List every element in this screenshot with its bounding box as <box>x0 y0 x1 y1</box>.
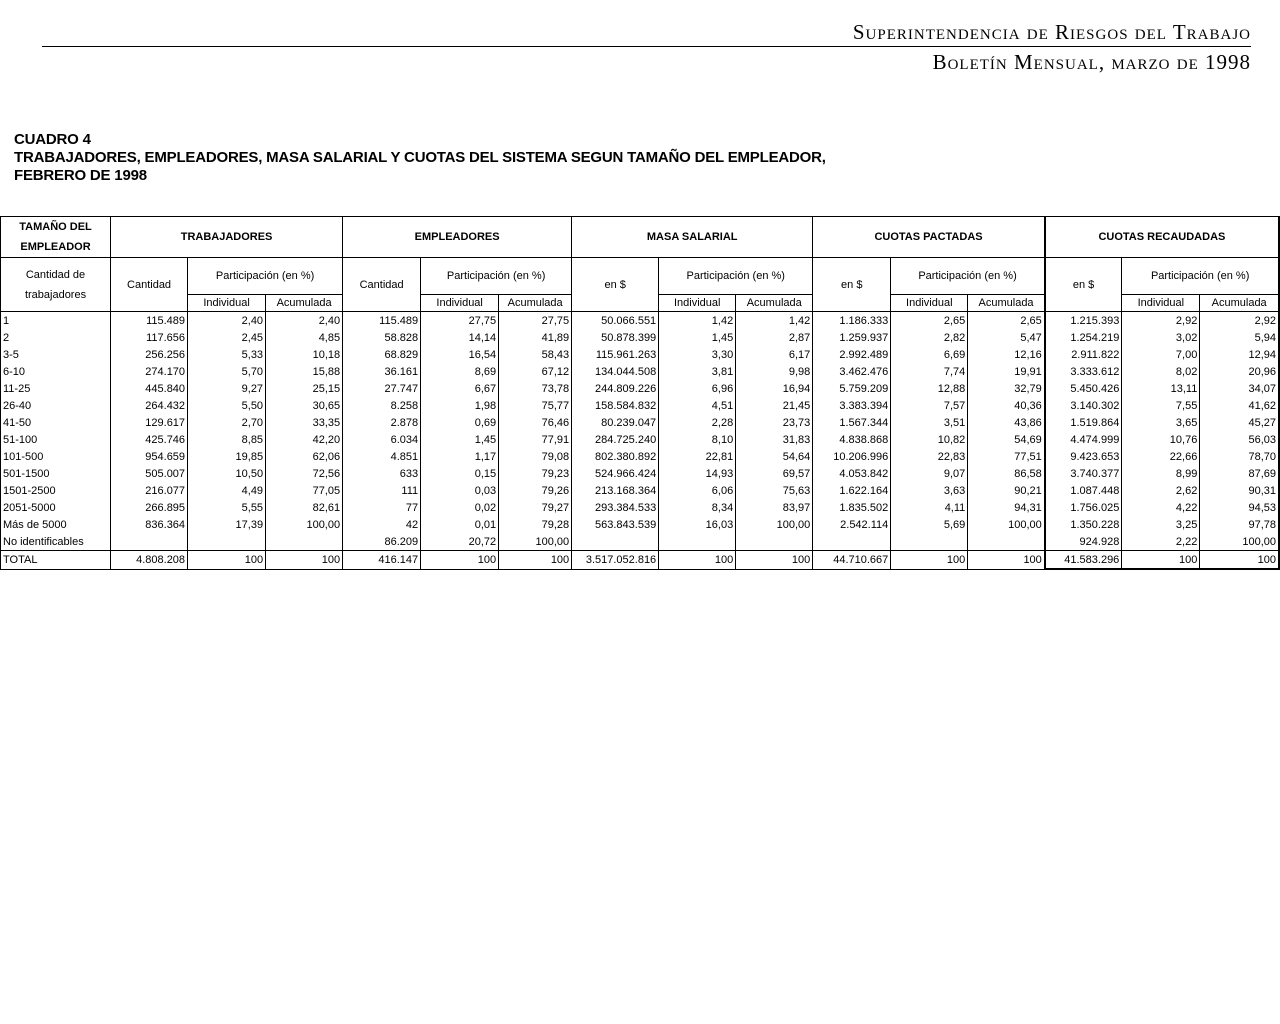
header-emp-acumulada: Acumulada <box>499 295 572 312</box>
header-rec-individual: Individual <box>1122 295 1200 312</box>
rec-pesos-cell: 1.519.864 <box>1045 414 1122 431</box>
trab-cantidad-cell <box>111 533 188 551</box>
emp-cantidad-cell: 77 <box>343 499 421 516</box>
table-row <box>1 516 1280 533</box>
total-row <box>1 551 1280 570</box>
masa-acumulada-cell: 31,83 <box>736 431 813 448</box>
masa-pesos-cell <box>572 533 659 551</box>
emp-acumulada-cell: 79,26 <box>499 482 572 499</box>
header-masa-salarial: MASA SALARIAL <box>572 217 813 258</box>
size-cell: 501-1500 <box>1 465 111 482</box>
emp-acumulada-cell: 27,75 <box>499 312 572 330</box>
table-row <box>1 448 1280 465</box>
rec-pesos-cell: 3.140.302 <box>1045 397 1122 414</box>
pact-pesos-cell: 1.835.502 <box>813 499 891 516</box>
emp-acumulada-cell: 100,00 <box>499 533 572 551</box>
rec-individual-cell: 4,22 <box>1122 499 1200 516</box>
pact-pesos-cell: 1.186.333 <box>813 312 891 330</box>
rec-individual-cell: 10,76 <box>1122 431 1200 448</box>
table-row <box>1 380 1280 397</box>
size-cell: 2051-5000 <box>1 499 111 516</box>
emp-acumulada-cell: 75,77 <box>499 397 572 414</box>
pact-individual-cell: 7,57 <box>891 397 968 414</box>
trab-acumulada-cell: 30,65 <box>266 397 343 414</box>
emp-individual-cell: 1,98 <box>421 397 499 414</box>
rec-acumulada-cell: 56,03 <box>1200 431 1279 448</box>
trab-cantidad-cell: 274.170 <box>111 363 188 380</box>
rec-pesos-cell: 1.756.025 <box>1045 499 1122 516</box>
rec-acumulada-cell: 90,31 <box>1200 482 1279 499</box>
trab-individual-cell: 10,50 <box>188 465 266 482</box>
title-line-1: CUADRO 4 <box>14 131 91 148</box>
header-pact-individual: Individual <box>891 295 968 312</box>
emp-cantidad-cell: 6.034 <box>343 431 421 448</box>
pact-pesos-cell: 1.567.344 <box>813 414 891 431</box>
header-rec-en-pesos: en $ <box>1045 258 1122 312</box>
masa-individual-cell: 22,81 <box>659 448 736 465</box>
pact-individual-cell: 2,82 <box>891 329 968 346</box>
header-masa-individual: Individual <box>659 295 736 312</box>
trab-cantidad-cell: 115.489 <box>111 312 188 330</box>
rec-acumulada-cell: 97,78 <box>1200 516 1279 533</box>
emp-cantidad-cell: 68.829 <box>343 346 421 363</box>
pact-pesos-cell: 4.053.842 <box>813 465 891 482</box>
header-empleadores: EMPLEADORES <box>343 217 572 258</box>
header-rec-acumulada: Acumulada <box>1200 295 1279 312</box>
trab-acumulada-cell: 33,35 <box>266 414 343 431</box>
rec-pesos-cell: 9.423.653 <box>1045 448 1122 465</box>
emp-acumulada-cell: 73,78 <box>499 380 572 397</box>
emp-individual-cell: 0,03 <box>421 482 499 499</box>
masa-pesos-cell: 50.066.551 <box>572 312 659 330</box>
rec-pesos-cell: 41.583.296 <box>1045 551 1122 570</box>
emp-acumulada-cell: 79,28 <box>499 516 572 533</box>
masa-pesos-cell: 115.961.263 <box>572 346 659 363</box>
table-row <box>1 414 1280 431</box>
pact-acumulada-cell: 86,58 <box>968 465 1045 482</box>
pact-acumulada-cell <box>968 533 1045 551</box>
trab-cantidad-cell: 954.659 <box>111 448 188 465</box>
masa-acumulada-cell: 2,87 <box>736 329 813 346</box>
masa-pesos-cell: 3.517.052.816 <box>572 551 659 570</box>
table-row <box>1 397 1280 414</box>
pact-acumulada-cell: 100 <box>968 551 1045 570</box>
size-cell: 2 <box>1 329 111 346</box>
header-cantidad-trabajadores: Cantidad de trabajadores <box>1 258 111 312</box>
masa-pesos-cell: 293.384.533 <box>572 499 659 516</box>
pact-individual-cell: 2,65 <box>891 312 968 330</box>
pact-acumulada-cell: 43,86 <box>968 414 1045 431</box>
header-masa-acumulada: Acumulada <box>736 295 813 312</box>
emp-cantidad-cell: 2.878 <box>343 414 421 431</box>
rec-acumulada-cell: 34,07 <box>1200 380 1279 397</box>
pact-individual-cell: 3,51 <box>891 414 968 431</box>
rec-acumulada-cell: 41,62 <box>1200 397 1279 414</box>
masa-pesos-cell: 50.878.399 <box>572 329 659 346</box>
header-divider <box>42 46 1251 47</box>
trab-acumulada-cell: 10,18 <box>266 346 343 363</box>
rec-individual-cell: 3,02 <box>1122 329 1200 346</box>
trab-acumulada-cell: 4,85 <box>266 329 343 346</box>
table-row <box>1 312 1280 330</box>
trab-individual-cell: 9,27 <box>188 380 266 397</box>
masa-individual-cell: 6,96 <box>659 380 736 397</box>
trab-cantidad-cell: 445.840 <box>111 380 188 397</box>
masa-individual-cell: 3,30 <box>659 346 736 363</box>
trab-individual-cell <box>188 533 266 551</box>
trab-individual-cell: 2,40 <box>188 312 266 330</box>
emp-acumulada-cell: 67,12 <box>499 363 572 380</box>
emp-cantidad-cell: 111 <box>343 482 421 499</box>
size-cell: 51-100 <box>1 431 111 448</box>
pact-acumulada-cell: 100,00 <box>968 516 1045 533</box>
masa-pesos-cell: 158.584.832 <box>572 397 659 414</box>
rec-pesos-cell: 1.350.228 <box>1045 516 1122 533</box>
rec-pesos-cell: 3.333.612 <box>1045 363 1122 380</box>
table-row <box>1 363 1280 380</box>
trab-cantidad-cell: 505.007 <box>111 465 188 482</box>
masa-individual-cell: 8,34 <box>659 499 736 516</box>
pact-individual-cell: 9,07 <box>891 465 968 482</box>
emp-acumulada-cell: 79,08 <box>499 448 572 465</box>
masa-acumulada-cell: 9,98 <box>736 363 813 380</box>
trab-cantidad-cell: 836.364 <box>111 516 188 533</box>
rec-pesos-cell: 5.450.426 <box>1045 380 1122 397</box>
pact-pesos-cell: 4.838.868 <box>813 431 891 448</box>
group-header-row <box>1 217 1280 258</box>
pact-pesos-cell: 3.383.394 <box>813 397 891 414</box>
emp-individual-cell: 1,45 <box>421 431 499 448</box>
emp-cantidad-cell: 42 <box>343 516 421 533</box>
trab-individual-cell: 8,85 <box>188 431 266 448</box>
emp-individual-cell: 0,02 <box>421 499 499 516</box>
size-cell: 101-500 <box>1 448 111 465</box>
masa-individual-cell: 100 <box>659 551 736 570</box>
table-row <box>1 329 1280 346</box>
header-tamano: TAMAÑO DEL EMPLEADOR <box>1 217 111 258</box>
pact-pesos-cell: 3.462.476 <box>813 363 891 380</box>
pact-acumulada-cell: 77,51 <box>968 448 1045 465</box>
pact-individual-cell: 5,69 <box>891 516 968 533</box>
emp-cantidad-cell: 115.489 <box>343 312 421 330</box>
rec-individual-cell: 2,62 <box>1122 482 1200 499</box>
pact-pesos-cell: 2.542.114 <box>813 516 891 533</box>
rec-individual-cell: 22,66 <box>1122 448 1200 465</box>
pact-pesos-cell: 5.759.209 <box>813 380 891 397</box>
masa-pesos-cell: 802.380.892 <box>572 448 659 465</box>
rec-pesos-cell: 1.215.393 <box>1045 312 1122 330</box>
emp-acumulada-cell: 76,46 <box>499 414 572 431</box>
sub-header-row <box>1 258 1280 295</box>
table-row <box>1 482 1280 499</box>
trab-acumulada-cell: 100,00 <box>266 516 343 533</box>
table-title <box>14 131 826 185</box>
rec-acumulada-cell: 94,53 <box>1200 499 1279 516</box>
trab-acumulada-cell: 62,06 <box>266 448 343 465</box>
masa-individual-cell: 3,81 <box>659 363 736 380</box>
emp-cantidad-cell: 8.258 <box>343 397 421 414</box>
header-emp-individual: Individual <box>421 295 499 312</box>
table-row <box>1 465 1280 482</box>
rec-pesos-cell: 924.928 <box>1045 533 1122 551</box>
emp-cantidad-cell: 36.161 <box>343 363 421 380</box>
rec-individual-cell: 8,02 <box>1122 363 1200 380</box>
trab-individual-cell: 2,70 <box>188 414 266 431</box>
pact-acumulada-cell: 40,36 <box>968 397 1045 414</box>
emp-cantidad-cell: 633 <box>343 465 421 482</box>
header-trab-cantidad: Cantidad <box>111 258 188 312</box>
masa-individual-cell: 1,42 <box>659 312 736 330</box>
emp-cantidad-cell: 4.851 <box>343 448 421 465</box>
emp-individual-cell: 0,15 <box>421 465 499 482</box>
emp-individual-cell: 8,69 <box>421 363 499 380</box>
masa-acumulada-cell: 21,45 <box>736 397 813 414</box>
emp-acumulada-cell: 79,27 <box>499 499 572 516</box>
table-row <box>1 431 1280 448</box>
rec-individual-cell: 7,00 <box>1122 346 1200 363</box>
pact-pesos-cell <box>813 533 891 551</box>
rec-individual-cell: 100 <box>1122 551 1200 570</box>
size-cell: 11-25 <box>1 380 111 397</box>
pact-acumulada-cell: 12,16 <box>968 346 1045 363</box>
emp-individual-cell: 1,17 <box>421 448 499 465</box>
emp-individual-cell: 100 <box>421 551 499 570</box>
header-trab-individual: Individual <box>188 295 266 312</box>
rec-pesos-cell: 4.474.999 <box>1045 431 1122 448</box>
header-emp-participacion: Participación (en %) <box>421 258 572 295</box>
title-line-2: TRABAJADORES, EMPLEADORES, MASA SALARIAL Y CUOTAS DEL SISTEMA SEGUN TAMAÑO DEL EMPLEADOR, <box>14 149 826 166</box>
masa-individual-cell: 8,10 <box>659 431 736 448</box>
table-row <box>1 533 1280 551</box>
header-masa-en-pesos: en $ <box>572 258 659 312</box>
rec-individual-cell: 2,92 <box>1122 312 1200 330</box>
trab-individual-cell: 5,55 <box>188 499 266 516</box>
rec-individual-cell: 8,99 <box>1122 465 1200 482</box>
trab-cantidad-cell: 256.256 <box>111 346 188 363</box>
size-cell: 26-40 <box>1 397 111 414</box>
size-cell: 3-5 <box>1 346 111 363</box>
pact-acumulada-cell: 32,79 <box>968 380 1045 397</box>
masa-pesos-cell: 563.843.539 <box>572 516 659 533</box>
masa-acumulada-cell: 16,94 <box>736 380 813 397</box>
masa-acumulada-cell: 1,42 <box>736 312 813 330</box>
masa-acumulada-cell: 83,97 <box>736 499 813 516</box>
masa-individual-cell: 14,93 <box>659 465 736 482</box>
emp-individual-cell: 27,75 <box>421 312 499 330</box>
rec-acumulada-cell: 45,27 <box>1200 414 1279 431</box>
emp-acumulada-cell: 58,43 <box>499 346 572 363</box>
trab-individual-cell: 5,70 <box>188 363 266 380</box>
pact-pesos-cell: 1.259.937 <box>813 329 891 346</box>
trab-cantidad-cell: 129.617 <box>111 414 188 431</box>
masa-acumulada-cell: 100,00 <box>736 516 813 533</box>
emp-individual-cell: 20,72 <box>421 533 499 551</box>
masa-individual-cell: 4,51 <box>659 397 736 414</box>
pact-individual-cell: 6,69 <box>891 346 968 363</box>
masa-pesos-cell: 284.725.240 <box>572 431 659 448</box>
masa-pesos-cell: 134.044.508 <box>572 363 659 380</box>
trab-acumulada-cell: 2,40 <box>266 312 343 330</box>
rec-acumulada-cell: 78,70 <box>1200 448 1279 465</box>
header-pact-en-pesos: en $ <box>813 258 891 312</box>
emp-individual-cell: 6,67 <box>421 380 499 397</box>
emp-cantidad-cell: 86.209 <box>343 533 421 551</box>
trab-individual-cell: 100 <box>188 551 266 570</box>
rec-individual-cell: 2,22 <box>1122 533 1200 551</box>
trab-individual-cell: 19,85 <box>188 448 266 465</box>
emp-individual-cell: 0,69 <box>421 414 499 431</box>
rec-individual-cell: 3,25 <box>1122 516 1200 533</box>
trab-acumulada-cell: 72,56 <box>266 465 343 482</box>
size-cell: 1501-2500 <box>1 482 111 499</box>
title-line-3: FEBRERO DE 1998 <box>14 167 147 184</box>
trab-cantidad-cell: 117.656 <box>111 329 188 346</box>
pact-acumulada-cell: 2,65 <box>968 312 1045 330</box>
masa-acumulada-cell: 69,57 <box>736 465 813 482</box>
header-pact-acumulada: Acumulada <box>968 295 1045 312</box>
trab-cantidad-cell: 425.746 <box>111 431 188 448</box>
masa-acumulada-cell: 6,17 <box>736 346 813 363</box>
header-rec-participacion: Participación (en %) <box>1122 258 1279 295</box>
rec-individual-cell: 7,55 <box>1122 397 1200 414</box>
rec-acumulada-cell: 100 <box>1200 551 1279 570</box>
pact-acumulada-cell: 90,21 <box>968 482 1045 499</box>
pact-pesos-cell: 2.992.489 <box>813 346 891 363</box>
header-trab-participacion: Participación (en %) <box>188 258 343 295</box>
rec-pesos-cell: 1.254.219 <box>1045 329 1122 346</box>
header-cuotas-recaudadas: CUOTAS RECAUDADAS <box>1045 217 1279 258</box>
size-cell: 6-10 <box>1 363 111 380</box>
rec-acumulada-cell: 12,94 <box>1200 346 1279 363</box>
masa-pesos-cell: 213.168.364 <box>572 482 659 499</box>
trab-cantidad-cell: 216.077 <box>111 482 188 499</box>
pact-acumulada-cell: 5,47 <box>968 329 1045 346</box>
masa-individual-cell <box>659 533 736 551</box>
pact-individual-cell: 22,83 <box>891 448 968 465</box>
pact-individual-cell: 100 <box>891 551 968 570</box>
header-masa-participacion: Participación (en %) <box>659 258 813 295</box>
rec-individual-cell: 3,65 <box>1122 414 1200 431</box>
header-trab-acumulada: Acumulada <box>266 295 343 312</box>
trab-acumulada-cell <box>266 533 343 551</box>
emp-individual-cell: 0,01 <box>421 516 499 533</box>
emp-acumulada-cell: 100 <box>499 551 572 570</box>
trab-individual-cell: 4,49 <box>188 482 266 499</box>
emp-acumulada-cell: 77,91 <box>499 431 572 448</box>
header-trabajadores: TRABAJADORES <box>111 217 343 258</box>
size-cell: Más de 5000 <box>1 516 111 533</box>
pact-individual-cell: 4,11 <box>891 499 968 516</box>
rec-pesos-cell: 3.740.377 <box>1045 465 1122 482</box>
trab-cantidad-cell: 264.432 <box>111 397 188 414</box>
rec-acumulada-cell: 2,92 <box>1200 312 1279 330</box>
trab-cantidad-cell: 266.895 <box>111 499 188 516</box>
pact-acumulada-cell: 94,31 <box>968 499 1045 516</box>
organization-header: Superintendencia de Riesgos del Trabajo <box>852 20 1251 44</box>
size-cell: 41-50 <box>1 414 111 431</box>
rec-pesos-cell: 1.087.448 <box>1045 482 1122 499</box>
pact-individual-cell: 10,82 <box>891 431 968 448</box>
pact-individual-cell: 3,63 <box>891 482 968 499</box>
trab-individual-cell: 2,45 <box>188 329 266 346</box>
masa-pesos-cell: 244.809.226 <box>572 380 659 397</box>
masa-acumulada-cell: 54,64 <box>736 448 813 465</box>
table-row <box>1 499 1280 516</box>
rec-individual-cell: 13,11 <box>1122 380 1200 397</box>
trab-acumulada-cell: 77,05 <box>266 482 343 499</box>
masa-acumulada-cell: 23,73 <box>736 414 813 431</box>
header-pact-participacion: Participación (en %) <box>891 258 1045 295</box>
rec-pesos-cell: 2.911.822 <box>1045 346 1122 363</box>
pact-individual-cell: 12,88 <box>891 380 968 397</box>
masa-individual-cell: 2,28 <box>659 414 736 431</box>
trab-cantidad-cell: 4.808.208 <box>111 551 188 570</box>
masa-individual-cell: 1,45 <box>659 329 736 346</box>
trab-acumulada-cell: 15,88 <box>266 363 343 380</box>
rec-acumulada-cell: 5,94 <box>1200 329 1279 346</box>
size-cell: TOTAL <box>1 551 111 570</box>
emp-cantidad-cell: 416.147 <box>343 551 421 570</box>
header-emp-cantidad: Cantidad <box>343 258 421 312</box>
pact-pesos-cell: 1.622.164 <box>813 482 891 499</box>
bulletin-header: Boletín Mensual, marzo de 1998 <box>932 50 1251 74</box>
masa-pesos-cell: 524.966.424 <box>572 465 659 482</box>
trab-individual-cell: 5,33 <box>188 346 266 363</box>
masa-individual-cell: 16,03 <box>659 516 736 533</box>
pact-pesos-cell: 44.710.667 <box>813 551 891 570</box>
rec-acumulada-cell: 87,69 <box>1200 465 1279 482</box>
emp-individual-cell: 16,54 <box>421 346 499 363</box>
size-cell: No identificables <box>1 533 111 551</box>
trab-individual-cell: 17,39 <box>188 516 266 533</box>
emp-cantidad-cell: 27.747 <box>343 380 421 397</box>
masa-individual-cell: 6,06 <box>659 482 736 499</box>
pact-pesos-cell: 10.206.996 <box>813 448 891 465</box>
trab-acumulada-cell: 82,61 <box>266 499 343 516</box>
masa-acumulada-cell <box>736 533 813 551</box>
trab-acumulada-cell: 25,15 <box>266 380 343 397</box>
emp-cantidad-cell: 58.828 <box>343 329 421 346</box>
emp-individual-cell: 14,14 <box>421 329 499 346</box>
masa-acumulada-cell: 75,63 <box>736 482 813 499</box>
table-row <box>1 346 1280 363</box>
data-table <box>0 216 1280 570</box>
size-cell: 1 <box>1 312 111 330</box>
trab-acumulada-cell: 100 <box>266 551 343 570</box>
emp-acumulada-cell: 41,89 <box>499 329 572 346</box>
trab-individual-cell: 5,50 <box>188 397 266 414</box>
header-cuotas-pactadas: CUOTAS PACTADAS <box>813 217 1045 258</box>
pact-individual-cell <box>891 533 968 551</box>
trab-acumulada-cell: 42,20 <box>266 431 343 448</box>
masa-pesos-cell: 80.239.047 <box>572 414 659 431</box>
rec-acumulada-cell: 100,00 <box>1200 533 1279 551</box>
masa-acumulada-cell: 100 <box>736 551 813 570</box>
pact-acumulada-cell: 19,91 <box>968 363 1045 380</box>
pact-acumulada-cell: 54,69 <box>968 431 1045 448</box>
pact-individual-cell: 7,74 <box>891 363 968 380</box>
emp-acumulada-cell: 79,23 <box>499 465 572 482</box>
rec-acumulada-cell: 20,96 <box>1200 363 1279 380</box>
